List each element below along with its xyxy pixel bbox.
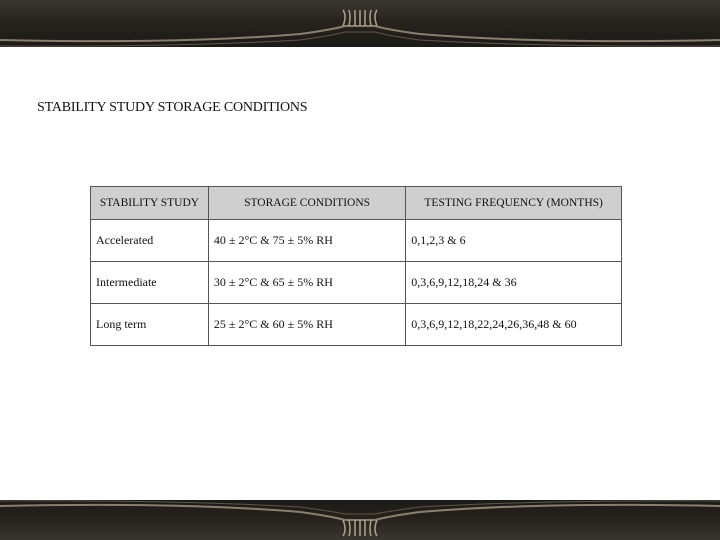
table-header-row — [91, 187, 622, 220]
top-frame-ornament — [0, 0, 720, 47]
top-frame-border — [0, 0, 720, 47]
testing-frequency-cell: 0,3,6,9,12,18,22,24,26,36,48 & 60 — [406, 304, 622, 346]
slide-title: STABILITY STUDY STORAGE CONDITIONS — [37, 100, 308, 115]
stability-conditions-table — [90, 186, 622, 346]
header-testing-frequency: TESTING FREQUENCY (MONTHS) — [406, 187, 622, 220]
study-type-cell: Intermediate — [91, 262, 209, 304]
testing-frequency-cell: 0,3,6,9,12,18,24 & 36 — [406, 262, 622, 304]
testing-frequency-cell: 0,1,2,3 & 6 — [406, 220, 622, 262]
bottom-frame-ornament — [0, 500, 720, 540]
header-stability-study: STABILITY STUDY — [91, 187, 209, 220]
storage-condition-cell: 25 ± 2°C & 60 ± 5% RH — [208, 304, 405, 346]
storage-condition-cell: 40 ± 2°C & 75 ± 5% RH — [208, 220, 405, 262]
storage-condition-cell: 30 ± 2°C & 65 ± 5% RH — [208, 262, 405, 304]
header-storage-conditions: STORAGE CONDITIONS — [208, 187, 405, 220]
study-type-cell: Accelerated — [91, 220, 209, 262]
study-type-cell: Long term — [91, 304, 209, 346]
table-row — [91, 220, 622, 262]
table-row — [91, 262, 622, 304]
bottom-frame-border — [0, 500, 720, 540]
table-row — [91, 304, 622, 346]
